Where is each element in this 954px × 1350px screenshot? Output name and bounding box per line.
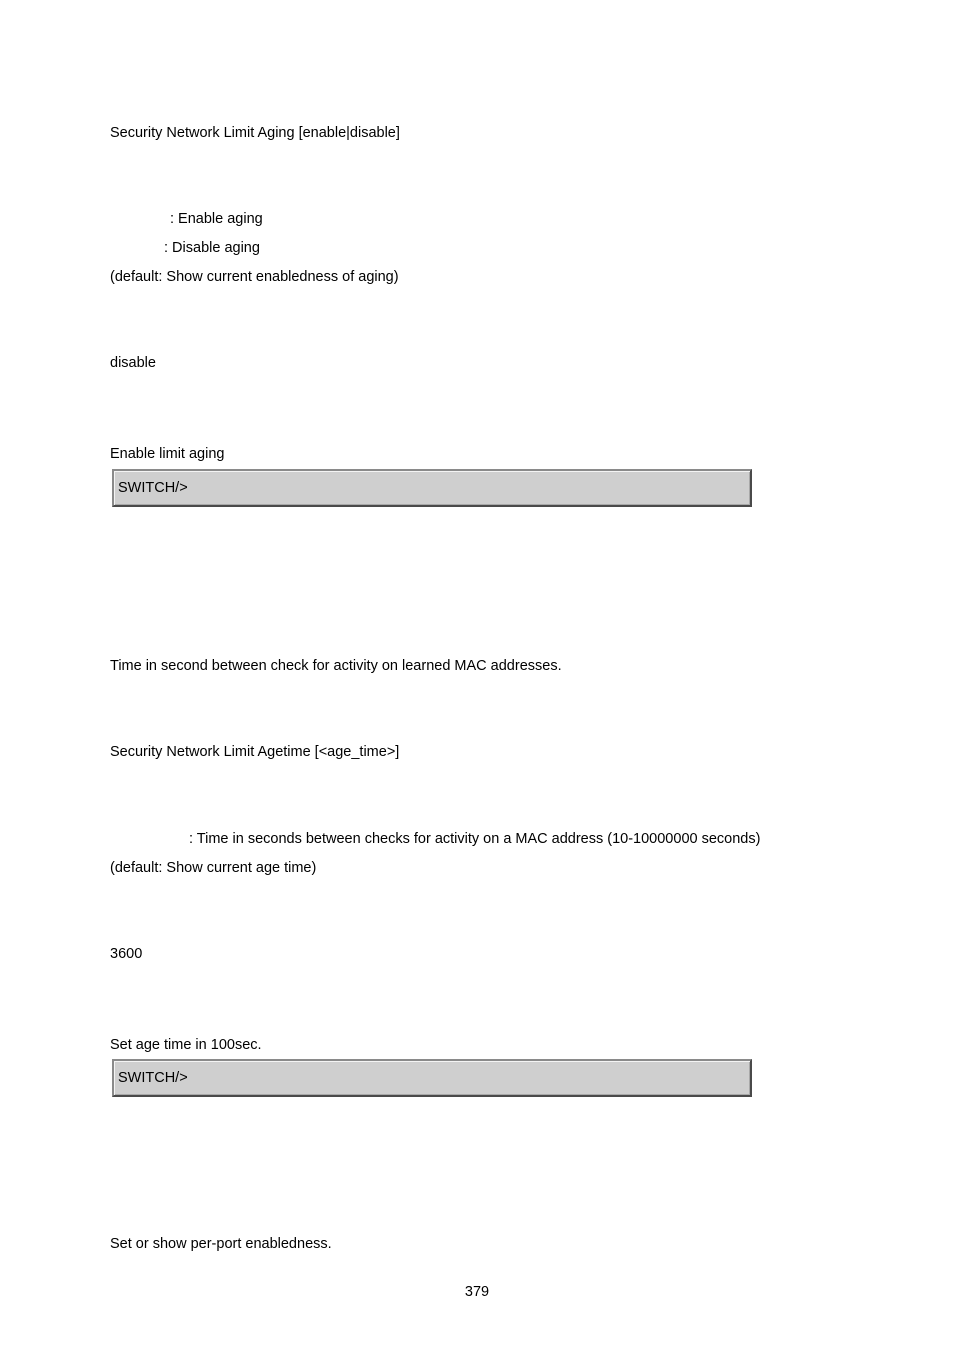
- agetime-default-value: 3600: [110, 946, 143, 962]
- agetime-description: Time in second between check for activity on learned MAC addresses.: [110, 658, 562, 674]
- aging-default-note: (default: Show current enabledness of aging): [110, 269, 399, 285]
- agetime-param-age-time: : Time in seconds between checks for activity on a MAC address (10-10000000 seconds): [189, 831, 761, 847]
- aging-example-box: [112, 469, 752, 507]
- agetime-default-note: (default: Show current age time): [110, 860, 317, 876]
- aging-syntax: Security Network Limit Aging [enable|disable]: [110, 125, 400, 141]
- agetime-example-prompt: SWITCH/>: [118, 1070, 188, 1086]
- page-number: 379: [464, 1284, 490, 1300]
- agetime-example-box: [112, 1059, 752, 1097]
- agetime-syntax: Security Network Limit Agetime [<age_time>]: [110, 744, 400, 760]
- aging-param-disable: : Disable aging: [164, 240, 260, 256]
- aging-param-enable: : Enable aging: [170, 211, 263, 227]
- aging-example-title: Enable limit aging: [110, 446, 225, 462]
- aging-example-prompt: SWITCH/>: [118, 480, 188, 496]
- aging-default-value: disable: [110, 355, 156, 371]
- port-description: Set or show per-port enabledness.: [110, 1236, 332, 1252]
- agetime-example-title: Set age time in 100sec.: [110, 1037, 262, 1053]
